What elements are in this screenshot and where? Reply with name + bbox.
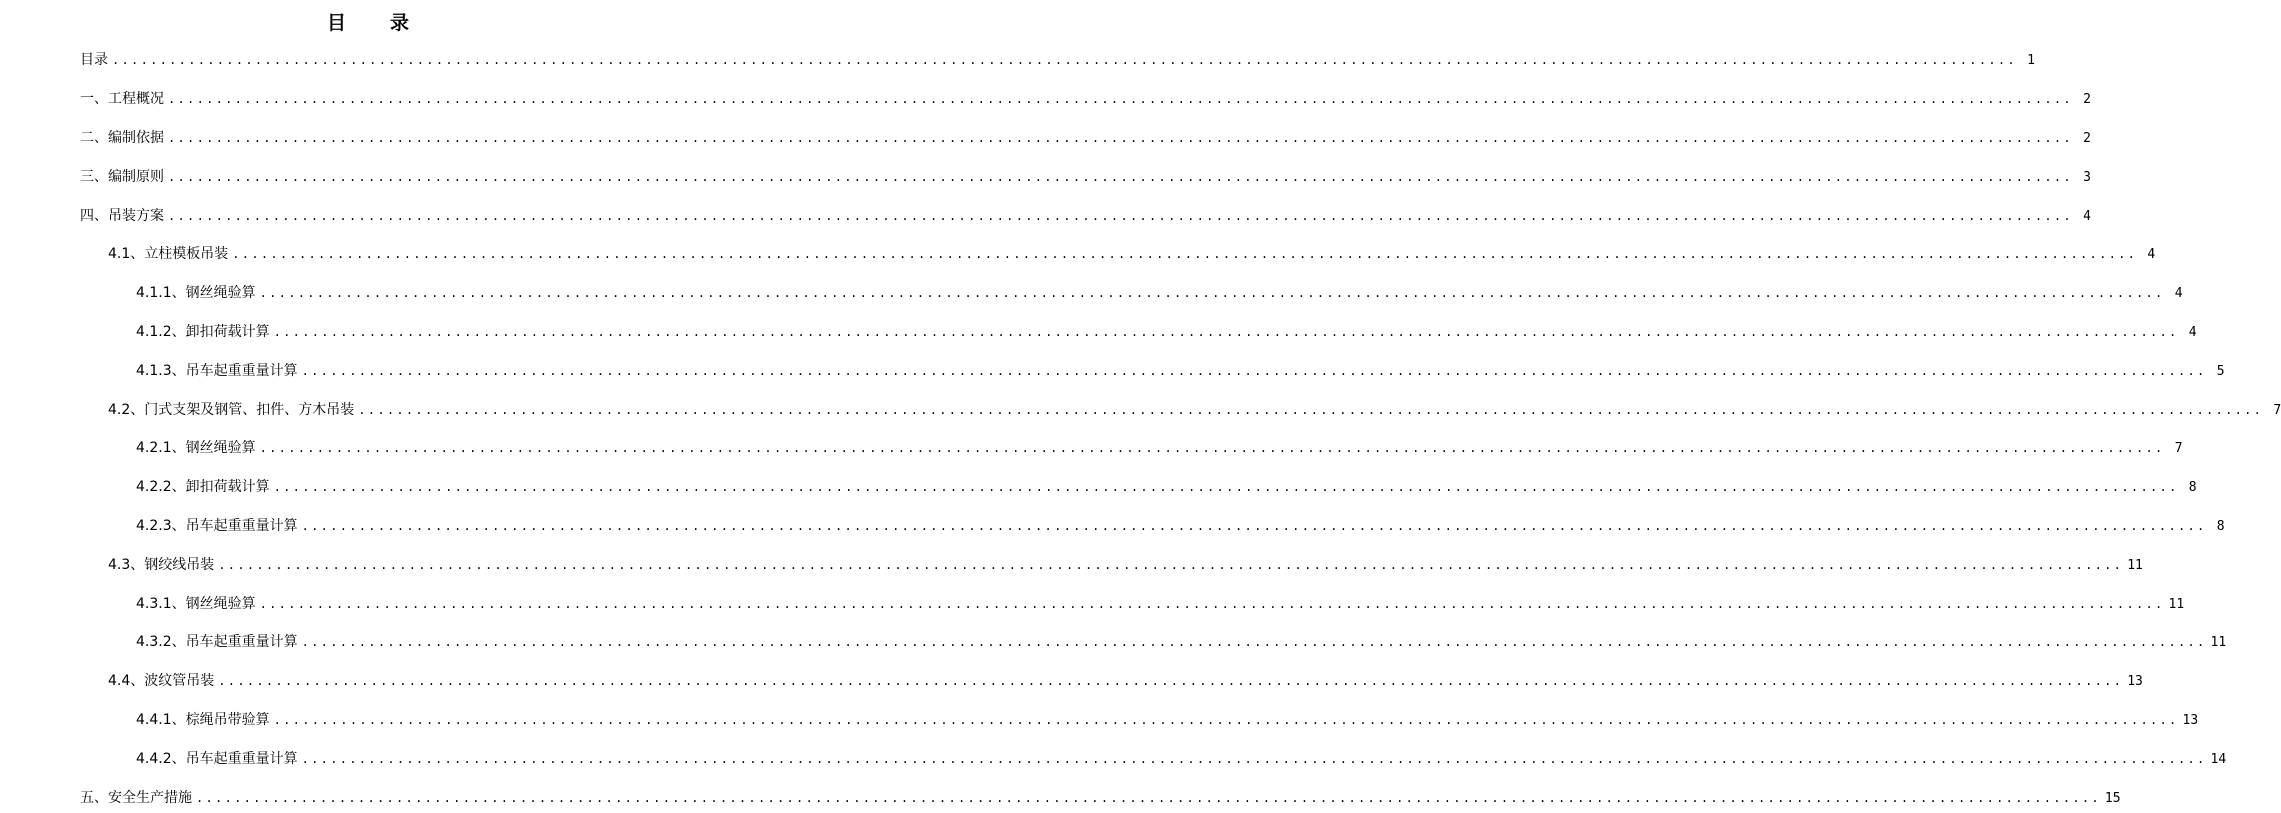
dot-leader: ........................................................................................................................................................................................................ <box>273 480 2179 494</box>
toc-entry-page: 15 <box>2104 791 2121 806</box>
toc-entry-4-1-2[interactable] <box>136 322 2197 342</box>
toc-entry-1[interactable] <box>80 89 2091 109</box>
toc-entry-page: 3 <box>2083 170 2091 185</box>
toc-entry-4-4[interactable] <box>108 671 2143 691</box>
toc-entry-label: 四、吊装方案 <box>80 208 164 224</box>
toc-entry-page: 11 <box>2127 558 2143 573</box>
dot-leader: ........................................................................................................................................................................................................ <box>168 170 2073 184</box>
toc-entry-5[interactable] <box>80 788 2121 808</box>
dot-leader: ........................................................................................................................................................................................................ <box>273 713 2179 727</box>
toc-entry-4[interactable] <box>80 206 2091 226</box>
dot-leader: ........................................................................................................................................................................................................ <box>358 403 2264 417</box>
toc-entry-4-2[interactable] <box>108 400 2281 420</box>
toc-entry-2[interactable] <box>80 128 2091 148</box>
toc-entry-4-1-1[interactable] <box>136 283 2183 303</box>
toc-entry-label: 4.1、立柱模板吊装 <box>108 246 229 262</box>
toc-entry-page: 7 <box>2174 441 2183 456</box>
toc-entry-3[interactable] <box>80 167 2091 187</box>
toc-entry-4-3[interactable] <box>108 555 2143 575</box>
dot-leader: ........................................................................................................................................................................................................ <box>301 635 2207 649</box>
toc-title-char-1: 目 <box>326 12 346 34</box>
toc-entry-label: 4.3.2、吊车起重重量计算 <box>136 634 298 650</box>
dot-leader: ........................................................................................................................................................................................................ <box>273 325 2179 339</box>
toc-entry-label: 4.1.1、钢丝绳验算 <box>136 285 256 301</box>
dot-leader: ........................................................................................................................................................................................................ <box>196 791 2101 805</box>
dot-leader: ........................................................................................................................................................................................................ <box>301 364 2207 378</box>
toc-entry-label: 4.4.2、吊车起重重量计算 <box>136 751 298 767</box>
dot-leader: ........................................................................................................................................................................................................ <box>301 519 2207 533</box>
toc-entry-label: 三、编制原则 <box>80 169 164 185</box>
toc-entry-page: 1 <box>2027 53 2035 68</box>
dot-leader: ........................................................................................................................................................................................................ <box>259 597 2165 611</box>
toc-entry-4-1[interactable] <box>108 244 2156 264</box>
toc-entry-page: 4 <box>2147 247 2156 262</box>
toc-entry-page: 2 <box>2083 92 2091 107</box>
toc-entry-4-4-1[interactable] <box>136 710 2199 730</box>
toc-entry-page: 7 <box>2273 403 2281 418</box>
dot-leader: ........................................................................................................................................................................................................ <box>112 53 2017 67</box>
toc-entry-label: 目录 <box>80 52 108 68</box>
toc-entry-4-4-2[interactable] <box>136 749 2227 769</box>
toc-entry-page: 8 <box>2216 519 2225 534</box>
toc-entry-page: 5 <box>2216 364 2225 379</box>
dot-leader: ........................................................................................................................................................................................................ <box>168 131 2073 145</box>
toc-entry-page: 13 <box>2182 713 2199 728</box>
toc-entry-4-2-1[interactable] <box>136 438 2183 458</box>
toc-entry-label: 五、安全生产措施 <box>80 790 192 806</box>
toc-entry-label: 4.3.1、钢丝绳验算 <box>136 596 256 612</box>
toc-entry-label: 4.1.2、卸扣荷载计算 <box>136 324 270 340</box>
dot-leader: ........................................................................................................................................................................................................ <box>218 674 2124 688</box>
dot-leader: ........................................................................................................................................................................................................ <box>218 558 2124 572</box>
dot-leader: ........................................................................................................................................................................................................ <box>168 209 2073 223</box>
dot-leader: ........................................................................................................................................................................................................ <box>168 92 2073 106</box>
toc-entry-label: 4.2.1、钢丝绳验算 <box>136 440 256 456</box>
toc-entry-label: 4.2.2、卸扣荷载计算 <box>136 479 270 495</box>
dot-leader: ........................................................................................................................................................................................................ <box>259 441 2165 455</box>
toc-entry-4-3-2[interactable] <box>136 632 2227 652</box>
toc-entry-4-2-3[interactable] <box>136 516 2225 536</box>
toc-entry-label: 4.2、门式支架及钢管、扣件、方木吊装 <box>108 402 355 418</box>
toc-entry-label: 4.3、钢绞线吊装 <box>108 557 215 573</box>
toc-entry-label: 4.1.3、吊车起重重量计算 <box>136 363 298 379</box>
toc-entry-label: 4.2.3、吊车起重重量计算 <box>136 518 298 534</box>
toc-entry-label: 二、编制依据 <box>80 130 164 146</box>
toc-entry-label: 4.4.1、棕绳吊带验算 <box>136 712 270 728</box>
toc-entry-page: 11 <box>2168 597 2185 612</box>
toc-entry-page: 4 <box>2083 209 2091 224</box>
toc-entry-page: 4 <box>2188 325 2197 340</box>
toc-entry-4-2-2[interactable] <box>136 477 2197 497</box>
toc-entry-contents[interactable] <box>80 50 2035 70</box>
toc-entry-4-3-1[interactable] <box>136 594 2185 614</box>
toc-title <box>0 8 736 35</box>
toc-entry-page: 4 <box>2174 286 2183 301</box>
toc-entry-page: 14 <box>2210 752 2227 767</box>
toc-title-char-2: 录 <box>390 12 410 34</box>
toc-entry-label: 一、工程概况 <box>80 91 164 107</box>
toc-entry-page: 11 <box>2210 635 2227 650</box>
toc-entry-page: 8 <box>2188 480 2197 495</box>
toc-entry-label: 4.4、波纹管吊装 <box>108 673 215 689</box>
toc-entry-page: 13 <box>2127 674 2143 689</box>
dot-leader: ........................................................................................................................................................................................................ <box>301 752 2207 766</box>
toc-entry-page: 2 <box>2083 131 2091 146</box>
dot-leader: ........................................................................................................................................................................................................ <box>232 247 2138 261</box>
toc-entry-4-1-3[interactable] <box>136 361 2225 381</box>
dot-leader: ........................................................................................................................................................................................................ <box>259 286 2165 300</box>
